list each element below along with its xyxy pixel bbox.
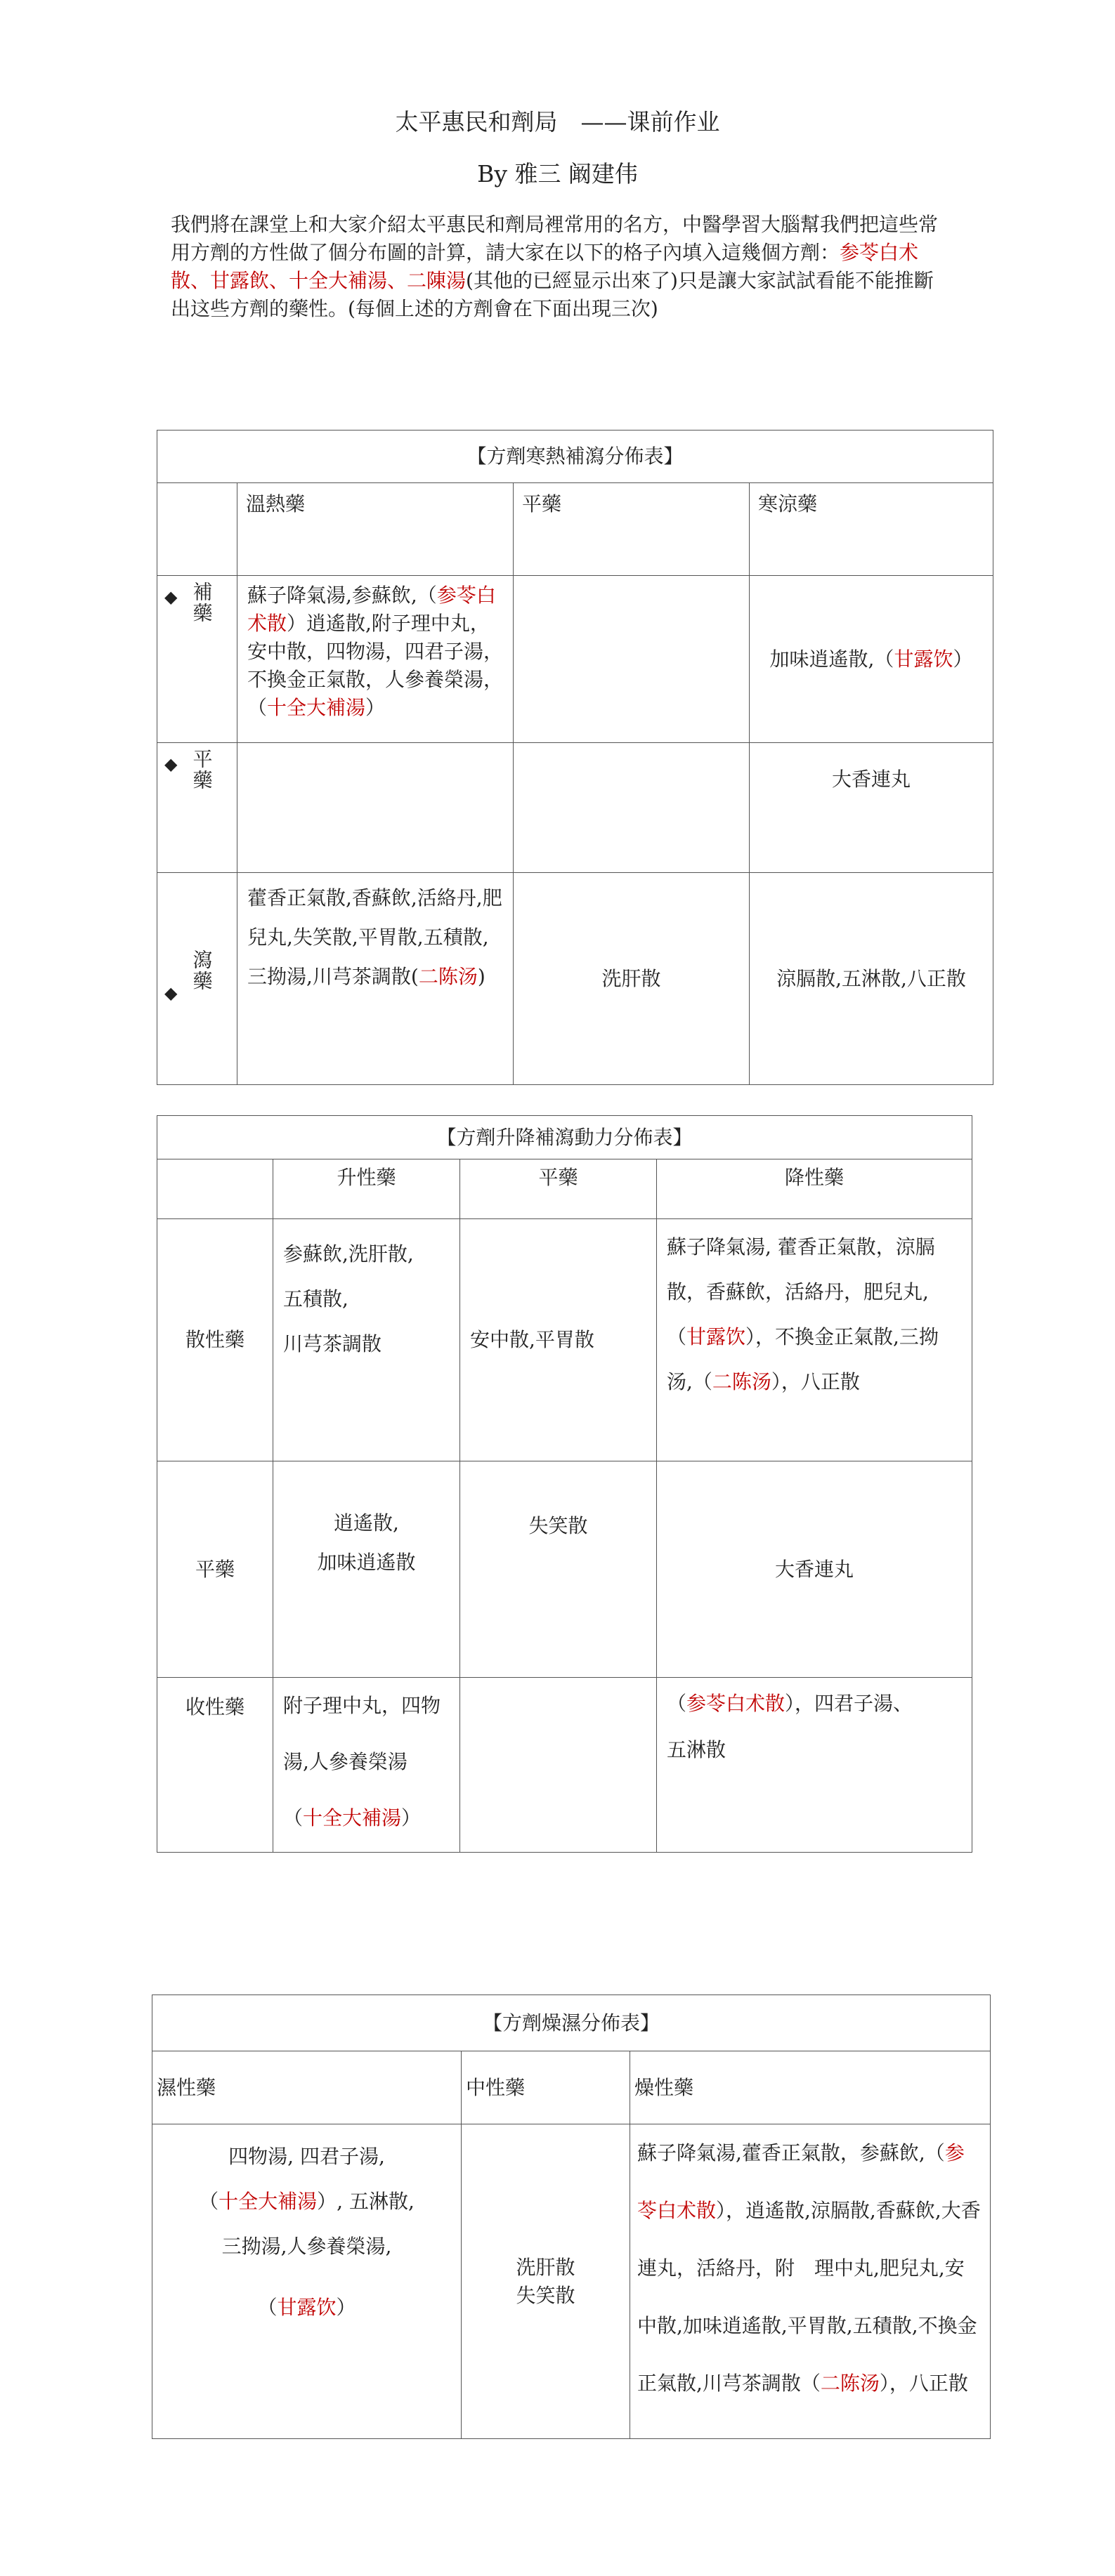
row-label-drain: ◆ 瀉藥 — [157, 873, 237, 1085]
corner-cell — [157, 1159, 273, 1219]
cold-heat-table — [157, 430, 993, 1085]
column-header-neutral: 平藥 — [460, 1159, 657, 1219]
column-header-neutral: 中性藥 — [462, 2051, 630, 2124]
ascend-descend-table — [157, 1115, 972, 1853]
cell-tonify-neutral — [514, 576, 750, 743]
cell-neutral-ascend: 逍遙散, 加味逍遙散 — [273, 1461, 460, 1678]
row-label-neutral: 平藥 — [157, 1461, 273, 1678]
cell-astringe-descend: （参苓白术散），四君子湯、 五淋散 — [657, 1678, 972, 1853]
column-header-dry: 燥性藥 — [630, 2051, 991, 2124]
cell-neutral-warm — [237, 743, 514, 873]
cell-tonify-warm: 蘇子降氣湯,参蘇飲,（参苓白术散）逍遙散,附子理中丸，安中散，四物湯，四君子湯，不換金正氣散，人參養榮湯，（十全大補湯） — [237, 576, 514, 743]
cell-disperse-neutral: 安中散,平胃散 — [460, 1219, 657, 1461]
table-caption: 【方劑寒熱補瀉分佈表】 — [157, 431, 993, 483]
cell-tonify-cold: 加味逍遙散,（甘露饮） — [750, 576, 993, 743]
cell-astringe-ascend: 附子理中丸，四物湯,人參養榮湯 （十全大補湯） — [273, 1678, 460, 1853]
intro-highlight-formulas: 参苓白术散、甘露飲、十全大補湯、二陳湯 — [171, 241, 919, 292]
cell-neutral-neutral: 失笑散 — [460, 1461, 657, 1678]
column-header-neutral: 平藥 — [514, 483, 750, 576]
column-header-damp: 濕性藥 — [152, 2051, 462, 2124]
row-label-disperse: 散性藥 — [157, 1219, 273, 1461]
cell-damp: 四物湯, 四君子湯, （十全大補湯）, 五淋散, 三拗湯,人參養榮湯, （甘露饮） — [152, 2124, 462, 2439]
column-header-warm: 溫熱藥 — [237, 483, 514, 576]
cell-drain-warm: 藿香正氣散,香蘇飲,活絡丹,肥兒丸,失笑散,平胃散,五積散,三拗湯,川芎茶調散(二陈汤) — [237, 873, 514, 1085]
intro-text-2: (其他的已經显示出來了)只是讓大家試試看能不能推斷出这些方劑的藥性。(每個上述的方劑會在下面出現三次) — [171, 269, 934, 320]
column-header-descend: 降性藥 — [657, 1159, 972, 1219]
cell-drain-cold: 涼膈散,五淋散,八正散 — [750, 873, 993, 1085]
cell-neutral-descend: 大香連丸 — [657, 1461, 972, 1678]
cell-dry: 蘇子降氣湯,藿香正氣散，参蘇飲,（参苓白术散），逍遙散,涼膈散,香蘇飲,大香連丸，活絡丹，附 理中丸,肥兒丸,安中散,加味逍遙散,平胃散,五積散,不換金正氣散,川芎茶調散（二陈汤），八正散 — [630, 2124, 991, 2439]
table-caption: 【方劑升降補瀉動力分佈表】 — [157, 1116, 972, 1159]
corner-cell — [157, 483, 237, 576]
page-title: 太平惠民和劑局 ——课前作业 — [395, 108, 720, 136]
row-label-astringe: 收性藥 — [157, 1678, 273, 1853]
author-byline: By 雅三 阚建伟 — [477, 160, 638, 188]
cell-disperse-descend: 蘇子降氣湯, 藿香正氣散，涼膈散，香蘇飲，活絡丹，肥兒丸,（甘露饮），不換金正氣散,三拗汤,（二陈汤），八正散 — [657, 1219, 972, 1461]
column-header-ascend: 升性藥 — [273, 1159, 460, 1219]
table-caption: 【方劑燥濕分佈表】 — [152, 1995, 991, 2051]
row-label-tonify: ◆ 補藥 — [157, 576, 237, 743]
dry-damp-table — [152, 1995, 991, 2439]
intro-paragraph — [171, 211, 945, 323]
cell-neutral-neutral — [514, 743, 750, 873]
row-label-neutral: ◆ 平藥 — [157, 743, 237, 873]
cell-neutral-cold: 大香連丸 — [750, 743, 993, 873]
cell-neutral: 洗肝散 失笑散 — [462, 2124, 630, 2439]
cell-astringe-neutral — [460, 1678, 657, 1853]
cell-disperse-ascend: 参蘇飲,洗肝散, 五積散, 川芎茶調散 — [273, 1219, 460, 1461]
diamond-bullet-icon: ◆ — [164, 587, 178, 607]
column-header-cold: 寒涼藥 — [750, 483, 993, 576]
diamond-bullet-icon: ◆ — [164, 754, 178, 774]
diamond-bullet-icon: ◆ — [164, 983, 178, 1003]
cell-drain-neutral: 洗肝散 — [514, 873, 750, 1085]
intro-text-1: 我們將在課堂上和大家介紹太平惠民和劑局裡常用的名方，中醫學習大腦幫我們把這些常用方劑的方性做了個分布圖的計算，請大家在以下的格子內填入這幾個方劑： — [171, 213, 939, 264]
